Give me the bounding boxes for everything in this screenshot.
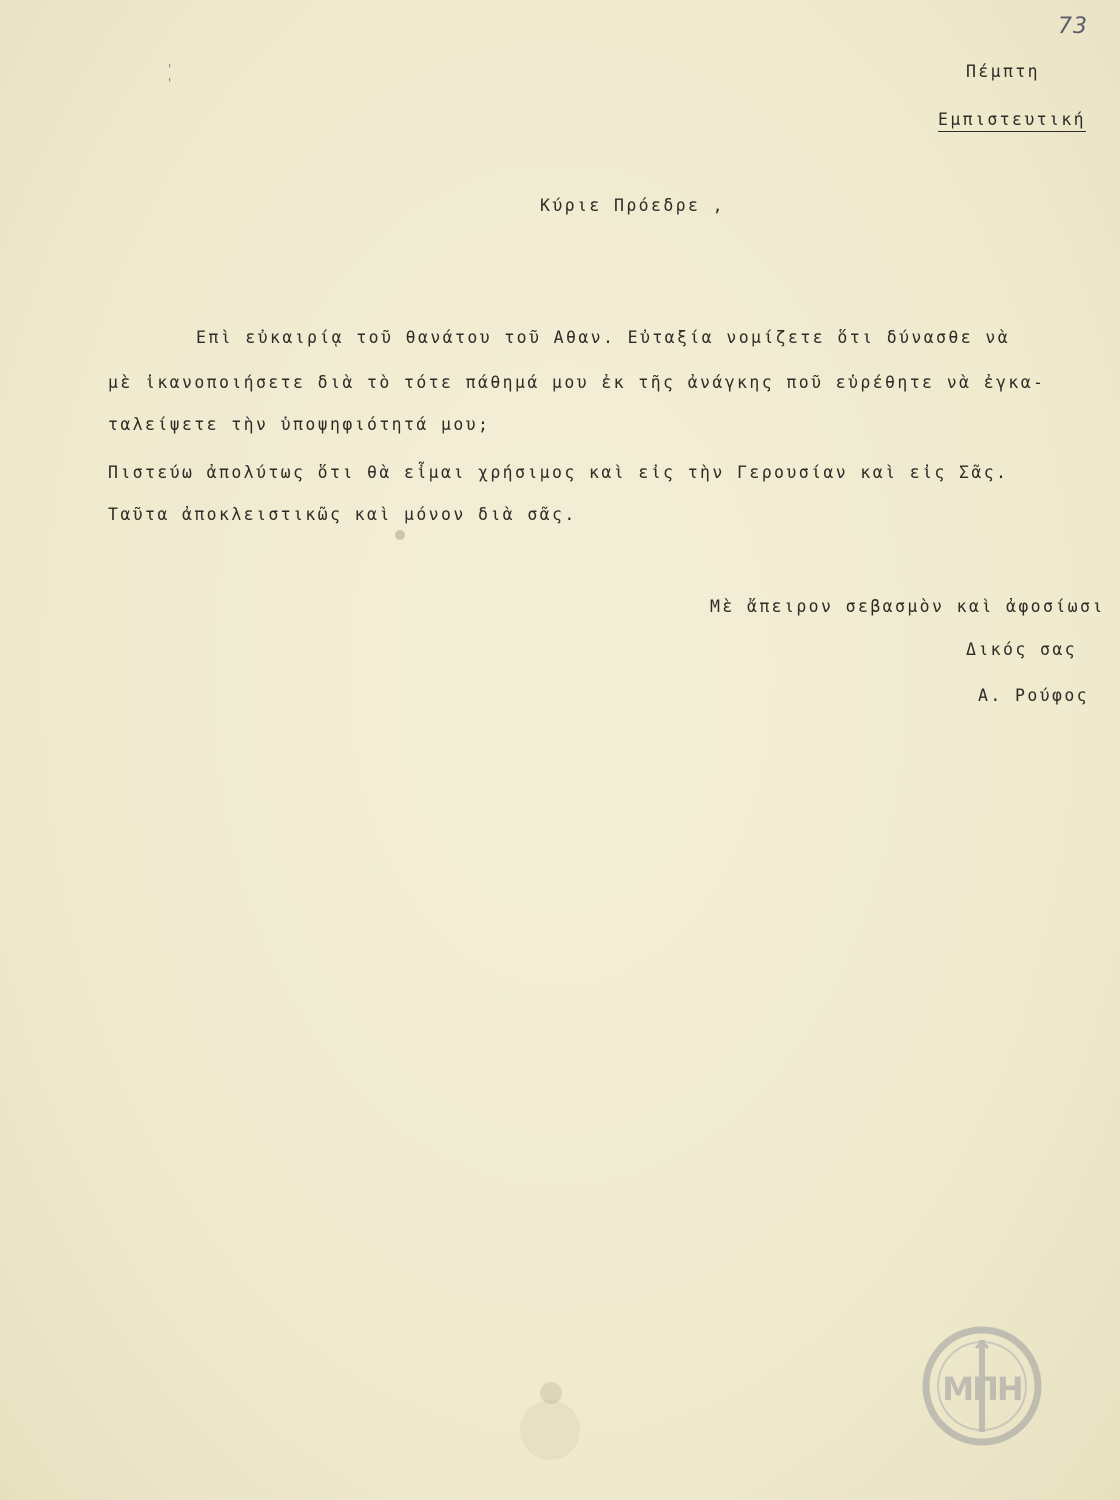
weekday-heading: Πέμπτη <box>966 62 1041 81</box>
salutation: Κύριε Πρόεδρε , <box>540 196 726 215</box>
page-number: 73 <box>1058 14 1088 39</box>
closing-line: Μὲ ἄπειρον σεβασμὸν καὶ ἀφοσίωσι <box>710 597 1105 616</box>
punch-mark: ' ' <box>168 62 178 90</box>
body-line: ταλείψετε τὴν ὑποψηφιότητά μου; <box>108 415 491 434</box>
signature-name: Α. Ρούφος <box>978 686 1090 705</box>
paper-stain <box>540 1382 562 1404</box>
body-line: Επὶ εὐκαιρίᾳ τοῦ θανάτου τοῦ Αθαν. Εὐταξία νομίζετε ὅτι δύνασθε νὰ <box>196 328 1011 347</box>
archive-seal-logo <box>922 1326 1042 1446</box>
signature-yours: Δικός σας <box>966 640 1078 659</box>
body-line: μὲ ἱκανοποιήσετε διὰ τὸ τότε πάθημά μου ἐκ τῆς ἀνάγκης ποῦ εὑρέθητε νὰ ἐγκα- <box>108 373 1046 392</box>
paper-stain <box>520 1400 580 1460</box>
ink-dot <box>395 530 405 540</box>
body-line: Ταῦτα ἀποκλειστικῶς καὶ μόνον διὰ σᾶς. <box>108 505 577 524</box>
body-line: Πιστεύω ἀπολύτως ὅτι θὰ εἶμαι χρήσιμος καὶ εἰς τὴν Γερουσίαν καὶ εἰς Σᾶς. <box>108 463 1009 482</box>
confidential-label: Εμπιστευτική <box>938 110 1086 132</box>
seal-text: ΜΠΗ <box>942 1370 1022 1408</box>
